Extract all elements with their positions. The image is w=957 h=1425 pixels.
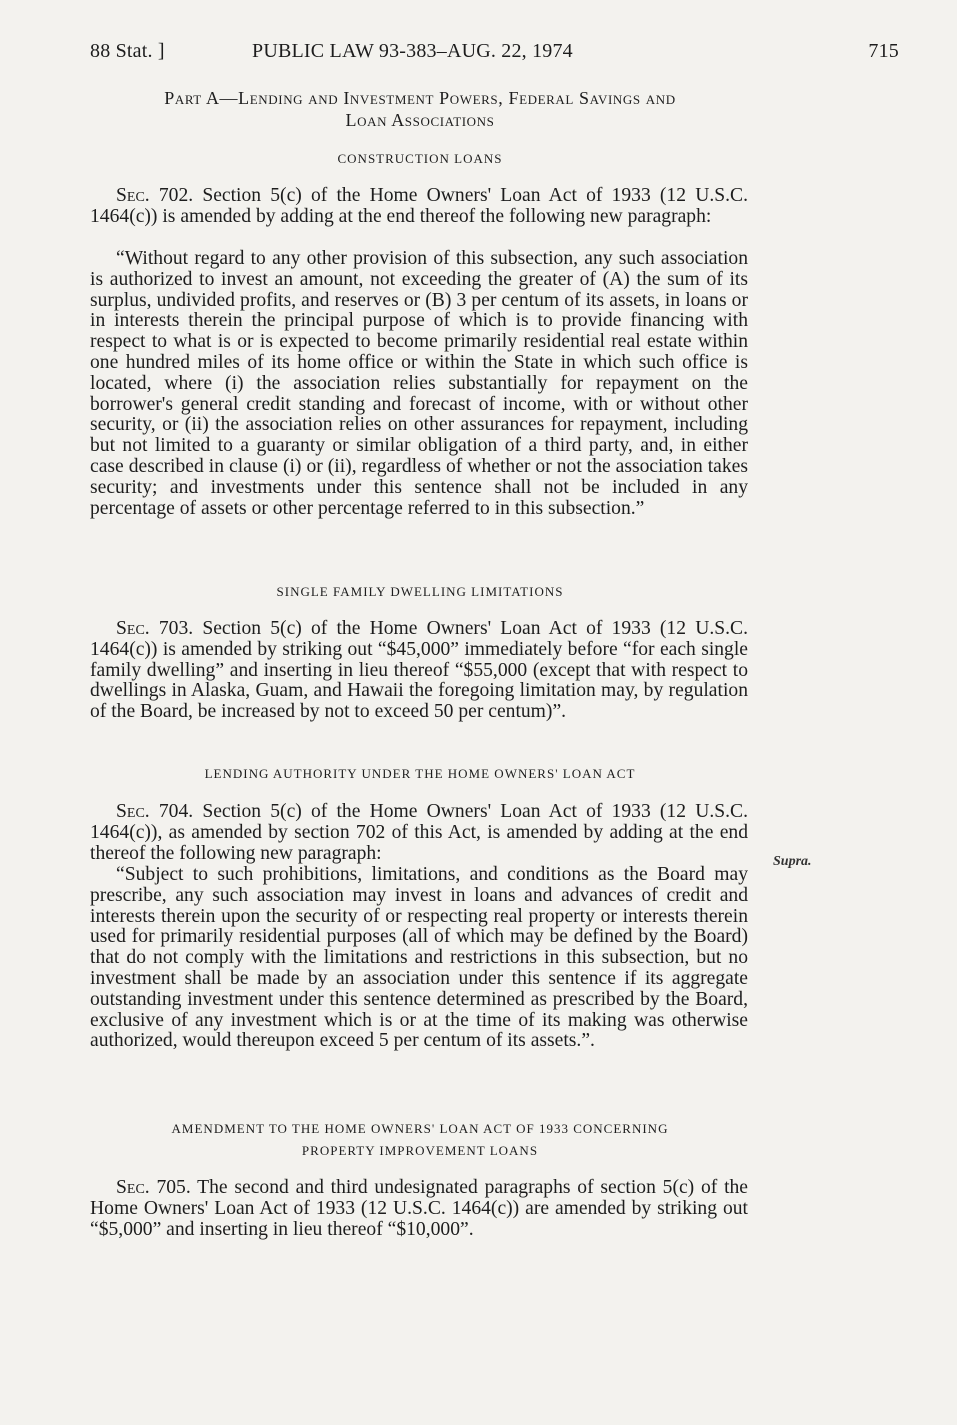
page-number: 715 [868,40,899,62]
section-heading-705-line-1: AMENDMENT TO THE HOME OWNERS' LOAN ACT OF 1933 CONCERNING [171,1121,669,1136]
part-title [90,87,750,131]
part-title-line-1: Part A—Lending and Investment Powers, Federal Savings and [164,88,676,108]
section-heading-703: SINGLE FAMILY DWELLING LIMITATIONS [276,584,564,599]
section-704-quote: “Subject to such prohibitions, limitations, and conditions as the Board may prescribe, any such association may invest in loans and advances of credit and interests therein upon the security of or respecting real property or interests therein used for primarily residential purposes (all of which may be defined by the Board) that do not comply with the limitations and restrictions in this subsection, but no investment shall be made by an association under this sentence if its aggregate outstanding investment under this sentence determined as prescribed by the Board, exclusive of any investment which is or at the time of its making was otherwise authorized, would thereupon exceed 5 per centum of its assets.”. [90,864,748,1052]
section-703-intro [90,619,748,723]
section-702-quote: “Without regard to any other provision of this subsection, any such association is authorized to invest an amount, not exceeding the greater of (A) the sum of its surplus, undivided profits, and reserves or (B) 3 per centum of its assets, in loans or in interests therein the principal purpose of which is to provide financing with respect to what is or is expected to become primarily residential real estate within one hundred miles of its home office or within the State in which such office is located, where (i) the association relies substantially for repayment on the borrower's general credit standing and forecast of income, with or without other security, or (ii) the association relies on other assurances for repayment, including but not limited to a guaranty or similar obligation of a third party, and, in either case described in clause (i) or (ii), regardless of whether or not the association takes security; and investments under this sentence shall not be included in any percentage of assets or other percentage referred to in this subsection.” [90,248,748,519]
public-law-title: PUBLIC LAW 93-383–AUG. 22, 1974 [252,40,573,62]
section-703-text: Section 5(c) of the Home Owners' Loan Act of 1933 (12 U.S.C. 1464(c)) is amended by striking out “$45,000” immediately before “for each single family dwelling” and inserting in lieu thereof “$55,000 (except that with respect to dwellings in Alaska, Guam, and Hawaii the foregoing limitation may, by regulation of the Board, be increased by not to exceed 50 per centum)”. [90,618,749,723]
section-heading-705 [90,1118,750,1162]
statute-reference: 88 Stat. ] [90,40,165,62]
section-label-704: Sec. 704. [116,801,194,822]
section-heading-705-line-2: PROPERTY IMPROVEMENT LOANS [301,1143,539,1158]
section-label-702: Sec. 702. [116,185,194,206]
section-heading-702: CONSTRUCTION LOANS [337,151,503,166]
section-705-intro [90,1178,748,1240]
section-704-intro [90,802,748,864]
section-label-703: Sec. 703. [116,618,194,639]
section-702-text: Section 5(c) of the Home Owners' Loan Act of 1933 (12 U.S.C. 1464(c)) is amended by adding at the end thereof the following new paragraph: [90,185,749,227]
section-label-705: Sec. 705. [116,1177,191,1198]
margin-note-supra: Supra. [773,854,812,869]
section-705-text: The second and third undesignated paragraphs of section 5(c) of the Home Owners' Loan Act of 1933 (12 U.S.C. 1464(c)) are amended by striking out “$5,000” and inserting in lieu thereof “$10,000”. [90,1177,749,1240]
section-heading-704: LENDING AUTHORITY UNDER THE HOME OWNERS' LOAN ACT [204,766,636,781]
section-702-intro [90,186,748,228]
part-title-line-2: Loan Associations [345,110,495,130]
section-704-text: Section 5(c) of the Home Owners' Loan Act of 1933 (12 U.S.C. 1464(c)), as amended by section 702 of this Act, is amended by adding at the end thereof the following new paragraph: [90,801,749,864]
